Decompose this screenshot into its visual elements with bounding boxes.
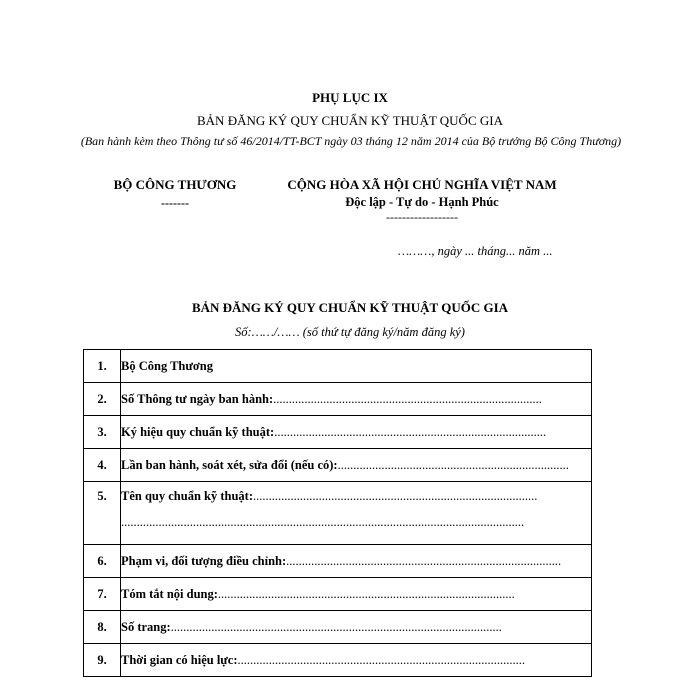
table-row bbox=[84, 482, 592, 545]
national-heading-block bbox=[262, 177, 582, 225]
table-row bbox=[84, 449, 592, 482]
fill-in-dots: ....................................................................................... bbox=[274, 425, 547, 439]
motto-divider: ------------------ bbox=[386, 210, 458, 224]
fill-in-dots: ............................................................................................ bbox=[237, 653, 526, 667]
row-number: 6. bbox=[84, 545, 121, 578]
document-subtitle: (Ban hành kèm theo Thông tư số 46/2014/TT-BCT ngày 03 tháng 12 năm 2014 của Bộ trưởng Bộ Công Thương) bbox=[80, 134, 622, 148]
row-label: Bộ Công Thương bbox=[121, 359, 214, 373]
fill-in-dots: .......................................................................................................... bbox=[170, 620, 502, 634]
row-label: Thời gian có hiệu lực: bbox=[121, 653, 238, 667]
date-line: ………, ngày ... tháng... năm ... bbox=[398, 244, 553, 258]
row-number: 5. bbox=[84, 482, 121, 545]
document-title: BẢN ĐĂNG KÝ QUY CHUẨN KỸ THUẬT QUỐC GIA bbox=[197, 113, 503, 128]
row-label: Ký hiệu quy chuẩn kỹ thuật: bbox=[121, 425, 275, 439]
registration-table bbox=[83, 349, 592, 677]
table-row bbox=[84, 383, 592, 416]
issuing-agency: BỘ CÔNG THƯƠNG bbox=[113, 177, 237, 192]
row-content[interactable] bbox=[121, 482, 592, 545]
row-number: 9. bbox=[84, 644, 121, 677]
row-content[interactable] bbox=[121, 383, 592, 416]
fill-in-dots: ........................................................................................ bbox=[286, 554, 562, 568]
table-row bbox=[84, 350, 592, 383]
row-content[interactable] bbox=[121, 611, 592, 644]
row-number: 7. bbox=[84, 578, 121, 611]
national-motto: Độc lập - Tự do - Hạnh Phúc bbox=[345, 195, 499, 209]
row-number: 3. bbox=[84, 416, 121, 449]
row-content[interactable] bbox=[121, 416, 592, 449]
fill-in-dots: .......................................................................... bbox=[337, 458, 569, 472]
fill-in-dots: ............................................................................................... bbox=[217, 587, 515, 601]
appendix-heading: PHỤ LỤC IX bbox=[312, 90, 388, 105]
row-number: 2. bbox=[84, 383, 121, 416]
table-row bbox=[84, 611, 592, 644]
row-label: Tên quy chuẩn kỹ thuật: bbox=[121, 489, 253, 503]
row-label: Lần ban hành, soát xét, sửa đổi (nếu có): bbox=[121, 458, 338, 472]
issuing-agency-block bbox=[90, 177, 260, 211]
row-label: Số trang: bbox=[121, 620, 171, 634]
country-name: CỘNG HÒA XÃ HỘI CHỦ NGHĨA VIỆT NAM bbox=[287, 177, 557, 192]
table-row bbox=[84, 416, 592, 449]
row-content[interactable] bbox=[121, 350, 592, 383]
row-label: Số Thông tư ngày ban hành: bbox=[121, 392, 274, 406]
row-label: Tóm tắt nội dung: bbox=[121, 587, 218, 601]
table-row bbox=[84, 578, 592, 611]
row-number: 8. bbox=[84, 611, 121, 644]
row-number: 1. bbox=[84, 350, 121, 383]
table-row bbox=[84, 545, 592, 578]
row-label: Phạm vi, đối tượng điều chỉnh: bbox=[121, 554, 287, 568]
fill-in-dots: ...................................................................................... bbox=[273, 392, 542, 406]
agency-divider: ------- bbox=[161, 196, 189, 210]
row-content[interactable] bbox=[121, 578, 592, 611]
row-content[interactable] bbox=[121, 545, 592, 578]
fill-in-dots: ................................................................................................................................. bbox=[121, 515, 525, 529]
fill-in-dots: ........................................................................................... bbox=[253, 489, 538, 503]
table-row bbox=[84, 644, 592, 677]
row-content[interactable] bbox=[121, 449, 592, 482]
row-number: 4. bbox=[84, 449, 121, 482]
form-number-line: Số:……/…… (số thứ tự đăng ký/năm đăng ký) bbox=[235, 325, 465, 339]
row-content[interactable] bbox=[121, 644, 592, 677]
form-title: BẢN ĐĂNG KÝ QUY CHUẨN KỸ THUẬT QUỐC GIA bbox=[191, 300, 509, 315]
